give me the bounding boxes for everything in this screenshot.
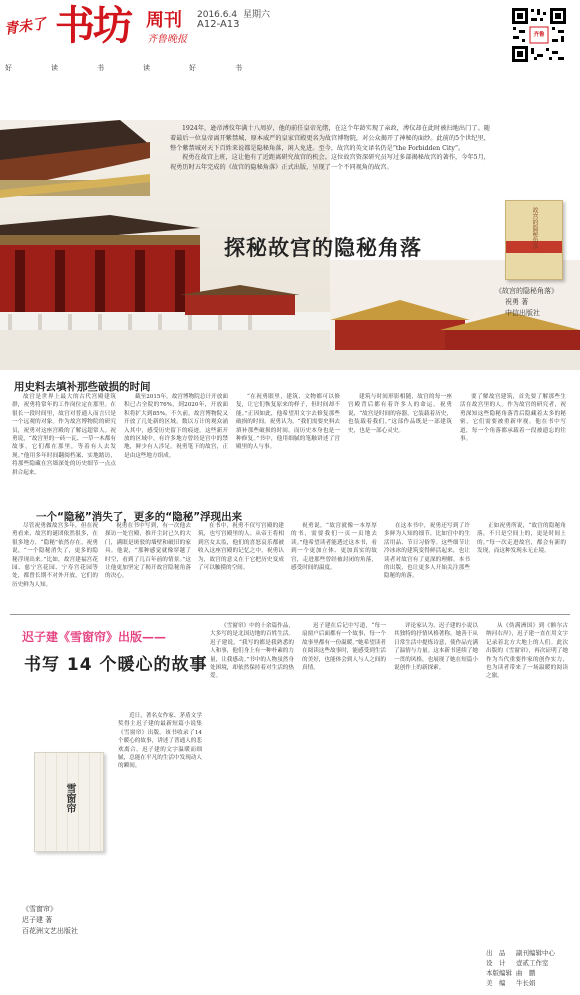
paragraph: 祝勇说，“故宫就像一本厚厚的书，需要我们一页一页地去读。”他希望读者能透过这本书，看到一个更加立体、更加真实的故宫，走进那些曾经被封闭的角落，感受时间的温度。 (291, 523, 377, 572)
paragraph: 《雪窗帘》中的十余篇作品，大多写的是北国边地的百姓生活。迟子建说，“我写的都是我熟悉的人和事，他们身上有一种朴素的力量，让我感动。”书中的人物虽然身处困境，却依然保持着对生活的热爱。 (210, 623, 294, 680)
credit-value: 牛长娟 (516, 979, 536, 987)
weekly-label: 周刊 (146, 10, 182, 31)
section1-column (236, 393, 340, 501)
paragraph: 截至2015年，故宫博物院总计开放面积已占全院的76%，到2020年，开放面积将扩大到85%。不久前，故宫博物院又开放了几处新的区域，数以万计的观众涌入其中，感受历史留下的痕迹。这些新开放的区域中，有许多地方曾经是宫中的禁地，鲜少有人涉足。祝勇笔下的故宫，正是由这些地方组成。 (124, 394, 228, 459)
intro-paragraph: 1924年，逊帝溥仪年满十八周岁，他的前任皇帝光绪，在这个年龄实现了亲政，溥仪却在此时被扫地出门了。随着最后一位皇帝离开紫禁城，原本威严的皇家宫殿更名为故宫博物院，对公众揭开了神秘的面纱。此前的5个世纪里，整个紫禁城对天下百姓来说都是隐秘角落，闲人免进。至今，故宫的英文译名仍是“the Forbidden City”。 (170, 125, 490, 152)
section2-column (12, 522, 98, 608)
qr-label: 齐鲁 (533, 32, 545, 38)
credit-label: 设 计 (486, 959, 506, 967)
article2-column (302, 622, 386, 988)
credit-value: 曲 鹏 (516, 969, 536, 977)
date-text: 2016.6.4 (197, 10, 238, 20)
feature-headline: 探秘故宫的隐秘角落 (224, 236, 422, 260)
credit-label: 本版编辑 (486, 969, 512, 977)
credit-row (486, 968, 570, 978)
credit-row (486, 978, 570, 988)
section1-column (460, 393, 566, 501)
masthead-title: 书坊 (55, 3, 131, 49)
paragraph: 尽管祝勇做故宫多年，但在祝勇看来，故宫的谜团依然很多，在很多地方，“隐秘”依然存在。祝勇说，“一个隐秘消失了，更多的隐秘浮现出来。”比如，故宫建福宫花园、慈宁宫花园、宁寿宫花园等处，都曾长期不对外开放，它们的历史鲜为人知。 (12, 523, 98, 588)
article2-column (210, 622, 294, 988)
paragraph: 正如祝勇所说，“故宫的隐秘角落，不只是空间上的，更是时间上的。”每一次走进故宫，都会有新的发现，而这种发现永无止境。 (477, 523, 566, 555)
article2-headline: 书写 14 个暖心的故事 (24, 655, 208, 675)
intro-text-block (170, 124, 490, 173)
section2-column (198, 522, 284, 608)
page-range: A12-A13 (197, 19, 240, 30)
slogan-char: 书 (97, 64, 104, 72)
article2-column (486, 622, 568, 862)
paragraph: 在书中，祝勇不仅写宫殿的建筑，也写宫殿里的人。从帝王将相到宫女太监，他们的喜怒哀乐都被收入这座宫殿的记忆之中。祝勇认为，故宫的意义在于它把历史变成了可以触摸的空间。 (198, 523, 284, 572)
paragraph: 祝勇在书中写到，有一次他去探访一处宫殿，推开尘封已久的大门，满眼是斑驳的墙壁和破旧的家具。他说，“那种感觉就像穿越了时空，看到了几百年前的情景。”这让他更加坚定了揭开故宫隐秘角落的决心。 (105, 523, 191, 580)
intro-paragraph-2: 祝勇在故宫上班，这让他有了近距离研究故宫的机会。这位故宫资深研究员写过多部揭秘故宫的著作，今年5月，祝勇历时五年完成的《故宫的隐秘角落》正式出版，呈现了一个不同视角的故宫。 (170, 154, 490, 172)
section2-column (384, 522, 470, 608)
divider (10, 614, 570, 615)
paragraph: 从《伪满洲国》到《额尔古纳河右岸》，迟子建一直在用文字记录着北方大地上的人们。此次出版的《雪窗帘》，再次证明了她作为当代重要作家的创作实力，也为读者带来了一场温暖的阅读之旅。 (486, 623, 568, 680)
cover-title-text: 故宫的隐秘角落 (531, 207, 538, 249)
masthead (0, 0, 580, 78)
section1-column (348, 393, 452, 501)
book-publisher: 中信出版社 (505, 309, 540, 317)
paragraph: 故宫是世界上最大的古代宫殿建筑群，祝勇将常年的工作岗位定在那里。在很长一段时间里，故宫对普通人而言只是一个远观的对象。作为故宫博物院的研究员，祝勇对这座宫殿的了解远超常人。祝勇说，“故宫里的一砖一瓦、一草一木都有故事，它们都在那里，等着有人去发现。”他用多年时间翻阅档案、实地踏访，将那些隐藏在宫墙深处的历史细节一点点拼合起来。 (12, 394, 116, 476)
book2-author: 迟子建 著 (22, 916, 53, 924)
book-caption: 《故宫的隐秘角落》 (495, 287, 558, 295)
qr-code[interactable] (510, 6, 568, 64)
credit-row (486, 948, 570, 958)
logo-script: 青未了 (3, 16, 48, 38)
section1-heading (14, 375, 314, 394)
section1-column (124, 393, 228, 501)
book-cover-forbidden[interactable] (505, 200, 563, 280)
credit-label: 出 品 (486, 949, 506, 957)
masthead-logo (4, 6, 54, 46)
paragraph: 在这本书中，祝勇还写到了许多鲜为人知的细节，比如宫中的生活用品、节日习俗等。这些细节让冷冰冰的建筑变得鲜活起来，也让读者对故宫有了更深的理解。本书的出版，也让更多人开始关注那些隐秘的角落。 (384, 523, 470, 580)
book2-info (22, 904, 78, 937)
section2-body (12, 522, 568, 612)
credits-box (486, 948, 570, 988)
book-info (495, 286, 558, 319)
section2-column (291, 522, 377, 608)
paragraph: “在祝勇眼里，建筑、文物都可以修复，让它们恢复原来的样子，但时间却不能。”正因如此，他希望用文字去修复那些破损的时间。祝勇认为，“我们需要史料去填补那些破损的时间，而历史本身也是一种修复。”书中，他用细腻的笔触讲述了宫殿里的人与事。 (236, 394, 340, 451)
book2-caption: 《雪窗帘》 (22, 905, 57, 913)
slogan-char: 读 (51, 64, 58, 72)
slogan-char: 好 (189, 64, 196, 72)
credit-label: 美 编 (486, 979, 506, 987)
paragraph: 建筑与时间形影相随，故宫的每一座宫殿背后都有着许多人的命运。祝勇说，“故宫是时间的容器，它装载着历史，也装载着我们。”这部作品既是一部建筑史，也是一部心灵史。 (348, 394, 452, 434)
hero-section (0, 80, 580, 370)
book2-publisher: 百花洲文艺出版社 (22, 927, 78, 935)
paragraph: 要了解故宫建筑，首先要了解那些生活在故宫里的人。作为故宫的研究者，祝勇深知这些隐秘角落背后隐藏着太多的秘密，它们需要被重新审视。他在书中写道，每一个角落都承载着一段被遗忘的往事。 (460, 394, 566, 443)
weekday-text: 星期六 (242, 10, 270, 20)
slogan-bar (5, 63, 275, 73)
cover2-title-text: 雪窗帘 (64, 783, 75, 813)
paragraph: 近日，著名女作家、茅盾文学奖得主迟子建的最新短篇小说集《雪窗帘》出版。该书收录了14个暖心的故事，讲述了普通人的悲欢离合。迟子建的文字温暖而细腻，总能在平凡的生活中发现动人的瞬间。 (118, 713, 202, 770)
slogan-char: 好 (5, 64, 12, 72)
newspaper-name: 齐鲁晚报 (147, 34, 187, 45)
section2-column (477, 522, 566, 608)
article2-kicker: 迟子建《雪窗帘》出版—— (22, 630, 167, 644)
slogan-char: 读 (143, 64, 150, 72)
paragraph: 迟子建在后记中写道，“每一扇窗户后面都有一个故事，每一个故事里都有一份温暖。”她希望读者在阅读这些故事时，能感受到生活的美好，也能体会到人与人之间的真情。 (302, 623, 386, 672)
paragraph: 评论家认为，迟子建的小说以其独特的抒情风格著称，她善于从日常生活中提炼诗意，使作品充满了温情与力量。这本新书延续了她一贯的风格，也展现了她在短篇小说创作上的新探索。 (394, 623, 478, 672)
slogan-char: 书 (235, 64, 242, 72)
credit-value: 副刊编辑中心 (516, 949, 555, 957)
section2-column (105, 522, 191, 608)
credit-row (486, 958, 570, 968)
section1-column (12, 393, 116, 501)
credit-value: 壹贰工作室 (516, 959, 549, 967)
article2-column (394, 622, 478, 988)
article2-column (118, 712, 202, 988)
book-author: 祝勇 著 (505, 298, 529, 306)
book-cover-snow-curtain[interactable] (34, 752, 104, 852)
section2-title: 一个“隐秘”消失了，更多的“隐秘”浮现出来 (36, 511, 243, 523)
section1-body (12, 393, 568, 503)
section1-title: 用史料去填补那些破损的时间 (14, 381, 151, 393)
